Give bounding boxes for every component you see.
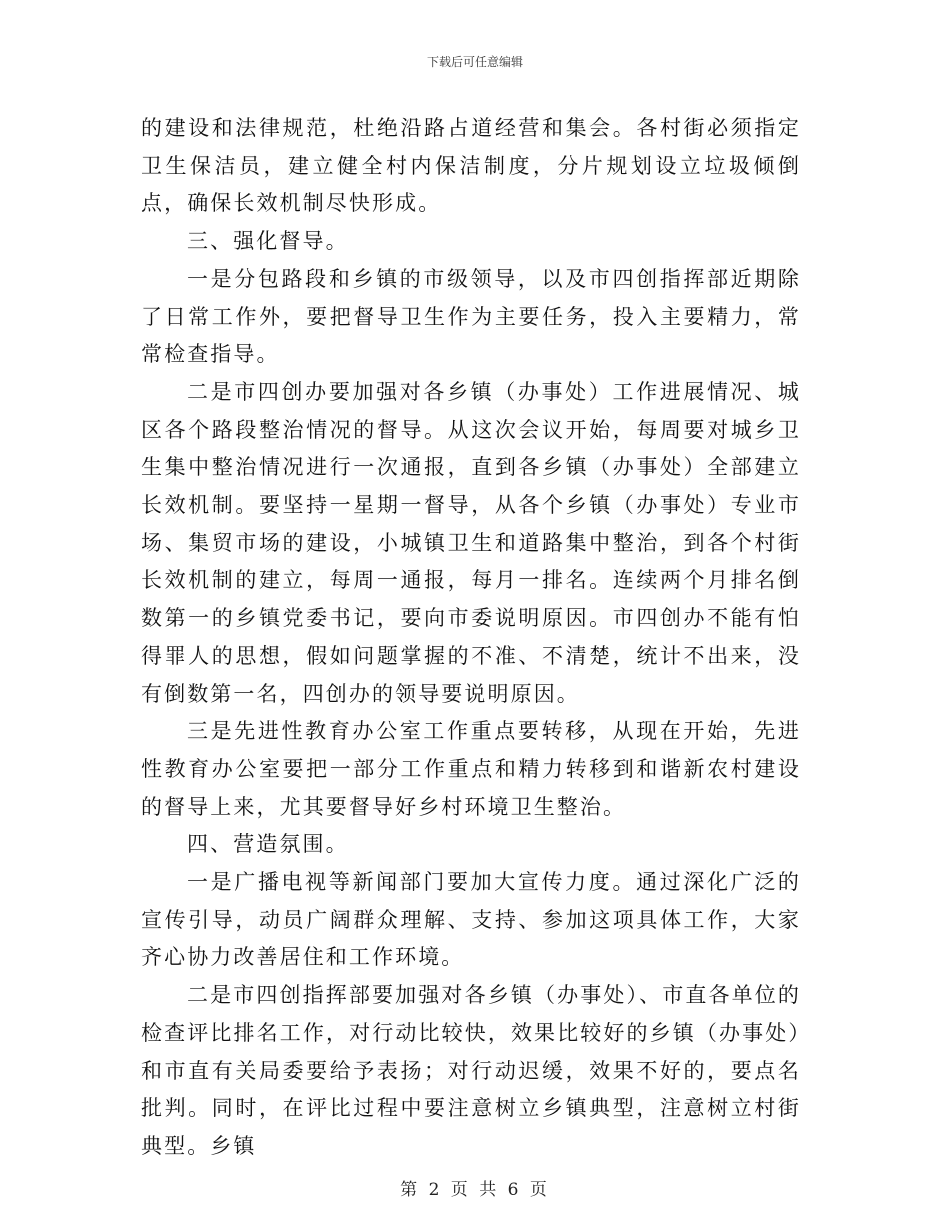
paragraph: 一是广播电视等新闻部门要加大宣传力度。通过深化广泛的宣传引导，动员广阔群众理解、支持、参加这项具体工作，大家齐心协力改善居住和工作环境。: [141, 870, 801, 970]
page-header-note: 下载后可任意编辑: [426, 55, 523, 69]
page-number: 第 2 页 共 6 页: [400, 1180, 550, 1200]
paragraph-continuation: 的建设和法律规范，杜绝沿路占道经营和集会。各村街必须指定卫生保洁员，建立健全村内保洁制度，分片规划设立垃圾倾倒点，确保长效机制尽快形成。: [141, 116, 801, 216]
paragraph: 一是分包路段和乡镇的市级领导，以及市四创指挥部近期除了日常工作外，要把督导卫生作为主要任务，投入主要精力，常常检查指导。: [141, 266, 801, 367]
section-heading-3: 三、强化督导。: [187, 229, 349, 254]
paragraph: 二是市四创指挥部要加强对各乡镇（办事处）、市直各单位的检查评比排名工作，对行动比较快，效果比较好的乡镇（办事处）和市直有关局委要给予表扬；对行动迟缓，效果不好的，要点名批判。同时，在评比过程中要注意树立乡镇典型，注意树立村街典型。乡镇: [141, 983, 801, 1158]
paragraph: 三是先进性教育办公室工作重点要转移，从现在开始，先进性教育办公室要把一部分工作重点和精力转移到和谐新农村建设的督导上来，尤其要督导好乡村环境卫生整治。: [141, 719, 801, 819]
document-body: [141, 110, 801, 1166]
paragraph: 二是市四创办要加强对各乡镇（办事处）工作进展情况、城区各个路段整治情况的督导。从这次会议开始，每周要对城乡卫生集中整治情况进行一次通报，直到各乡镇（办事处）全部建立长效机制。要坚持一星期一督导，从各个乡镇（办事处）专业市场、集贸市场的建设，小城镇卫生和道路集中整治，到各个村街长效机制的建立，每周一通报，每月一排名。连续两个月排名倒数第一的乡镇党委书记，要向市委说明原因。市四创办不能有怕得罪人的思想，假如问题掌握的不准、不清楚，统计不出来，没有倒数第一名，四创办的领导要说明原因。: [141, 379, 801, 706]
section-heading-4: 四、营造氛围。: [187, 832, 349, 857]
